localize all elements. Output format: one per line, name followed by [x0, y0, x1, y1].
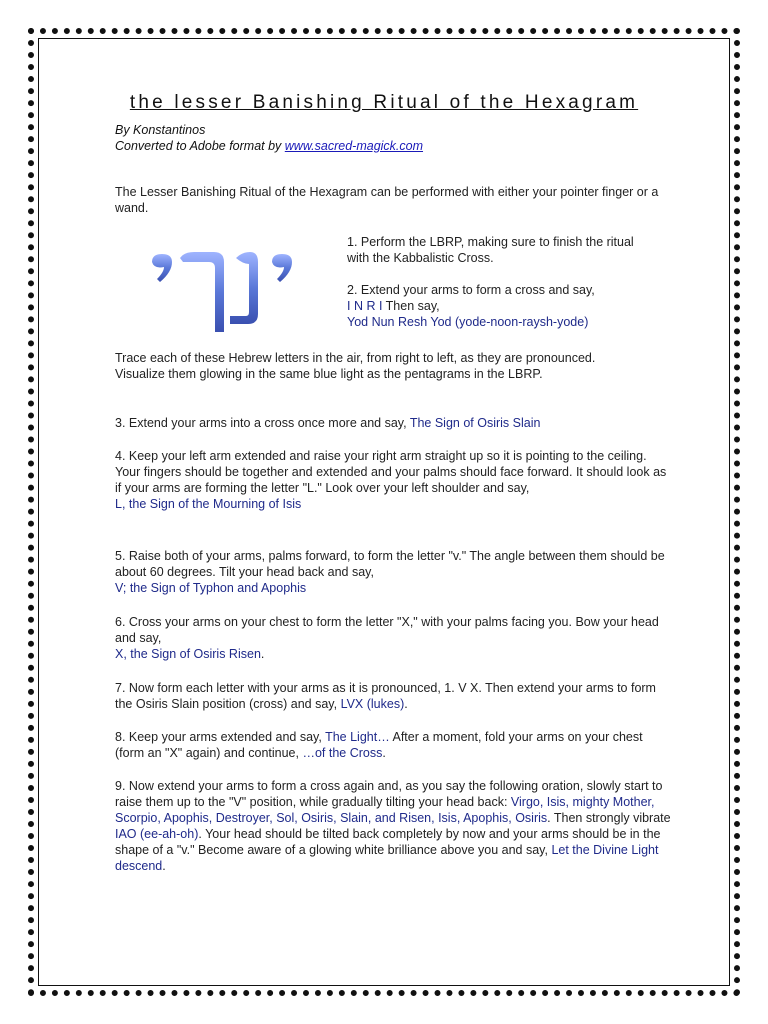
converted-prefix: Converted to Adobe format by — [115, 139, 285, 153]
the-light-phrase: The Light… — [325, 730, 390, 744]
trace-text: Trace each of these Hebrew letters in the air, from right to left, as they are pronounced. — [115, 351, 596, 365]
step-9-middle: . Your head should be tilted back completely by now and your arms should be in the shape of a "v." Become aware of a glowing white brilliance above you and say, — [115, 827, 661, 857]
sign-osiris-risen: X, the Sign of Osiris Risen — [115, 647, 261, 661]
step-9-vibrate: . Then strongly vibrate — [547, 811, 671, 825]
iao-phrase: IAO (ee-ah-oh) — [115, 827, 199, 841]
sacred-magick-link[interactable]: www.sacred-magick.com — [284, 139, 424, 153]
step-1: 1. Perform the LBRP, making sure to finish the ritual with the Kabbalistic Cross. — [347, 235, 634, 265]
sign-typhon-apophis: V; the Sign of Typhon and Apophis — [115, 581, 307, 595]
step-2-text: 2. Extend your arms to form a cross and say, — [347, 283, 595, 297]
step-8-text: 8. Keep your arms extended and say, — [115, 730, 326, 744]
step-2 — [347, 282, 647, 330]
step-4-text: 4. Keep your left arm extended and raise your right arm straight up so it is pointing to the ceiling. Your fingers should be together and extended and your palms should face forward. It should look as if your arms are forming the letter "L." Look over your left shoulder and say, — [115, 449, 667, 495]
divine-light-phrase: Let the Divine Light descend — [115, 843, 659, 873]
step-8-middle: After a moment, fold your arms on your chest (form an "X" again) and continue, — [115, 730, 643, 760]
hebrew-yod-right — [272, 254, 292, 282]
step-5 — [115, 548, 675, 596]
sign-mourning-isis: L, the Sign of the Mourning of Isis — [115, 497, 302, 511]
hebrew-yod-left — [152, 254, 172, 282]
hebrew-letters-image — [140, 244, 310, 344]
step-7-period: . — [404, 697, 408, 711]
step-5-text: 5. Raise both of your arms, palms forward, to form the letter "v." The angle between them should be about 60 degrees. Tilt your head back and say, — [115, 549, 665, 579]
inri-phrase: I N R I — [347, 299, 383, 313]
step-3 — [115, 415, 675, 431]
visualize-text: Visualize them glowing in the same blue light as the pentagrams in the LBRP. — [115, 367, 543, 381]
intro-paragraph: The Lesser Banishing Ritual of the Hexagram can be performed with either your pointer finger or a wand. — [115, 185, 659, 215]
oration-phrase: Virgo, Isis, mighty Mother, Scorpio, Apophis, Destroyer, Sol, Osiris, Slain, and Risen, Isis, Apophis, Osiris — [115, 795, 655, 825]
step-3-text: 3. Extend your arms into a cross once more and say, — [115, 416, 410, 430]
sign-osiris-slain: The Sign of Osiris Slain — [409, 416, 541, 430]
trace-paragraph — [115, 350, 675, 382]
step-4 — [115, 448, 675, 512]
step-7-text: 7. Now form each letter with your arms as it is pronounced, 1. V X. Then extend your arms to form the Osiris Slain position (cross) and say, — [115, 681, 656, 711]
yod-nun-resh-yod-phrase: Yod Nun Resh Yod (yode-noon-raysh-yode) — [347, 315, 589, 329]
step-7 — [115, 680, 675, 712]
of-the-cross-phrase: …of the Cross — [302, 746, 383, 760]
step-6 — [115, 614, 675, 662]
byline — [115, 122, 423, 154]
step-6-text: 6. Cross your arms on your chest to form the letter "X," with your palms facing you. Bow your head and say, — [115, 615, 659, 645]
hebrew-resh — [180, 252, 224, 332]
step-6-period: . — [260, 647, 265, 661]
hebrew-nun — [230, 252, 258, 324]
step-8-period: . — [382, 746, 386, 760]
then-say: Then say, — [382, 299, 440, 313]
author-line: By Konstantinos — [115, 123, 206, 137]
document-title: the lesser Banishing Ritual of the Hexagram — [129, 92, 639, 113]
step-8 — [115, 729, 675, 761]
step-9 — [115, 778, 675, 874]
step-9-text: 9. Now extend your arms to form a cross again and, as you say the following oration, slowly start to raise them up to the "V" position, while gradually tilting your head back: — [115, 779, 663, 809]
step-9-period: . — [162, 859, 166, 873]
converted-line — [115, 138, 423, 154]
lvx-phrase: LVX (lukes) — [340, 697, 405, 711]
step-2-inri-line — [347, 298, 647, 314]
